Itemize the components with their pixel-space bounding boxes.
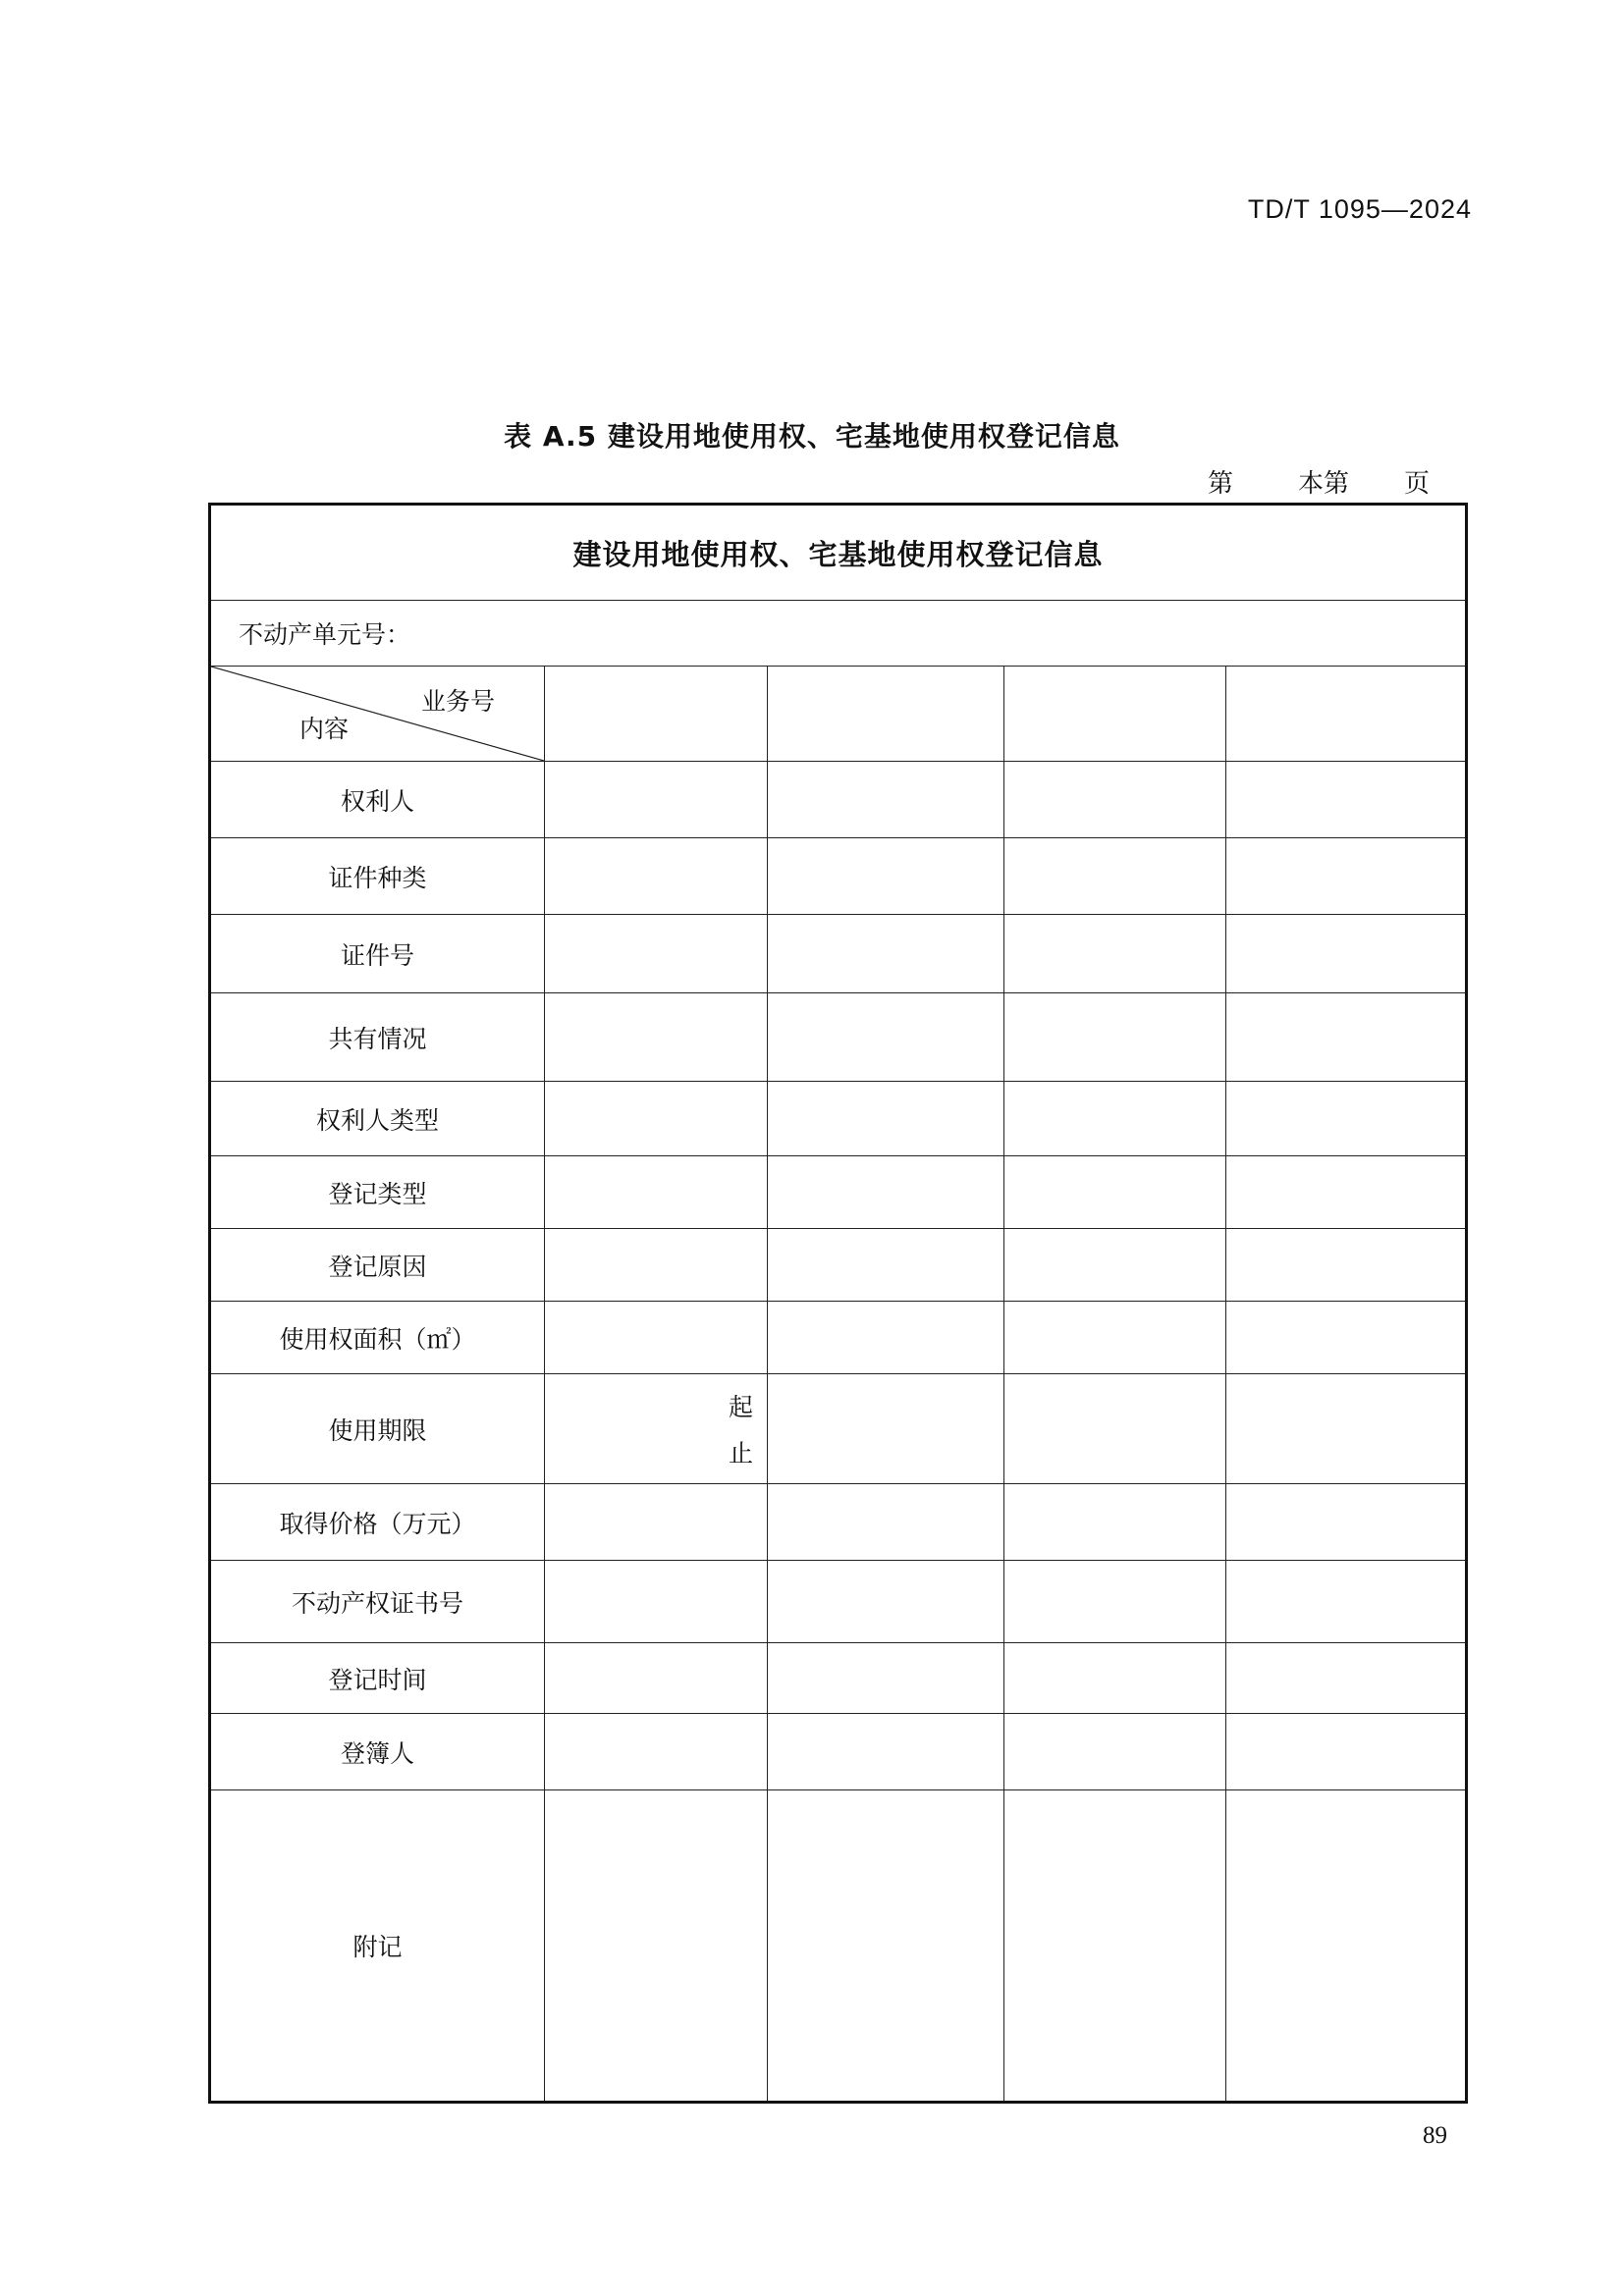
table-caption: 表 A.5 建设用地使用权、宅基地使用权登记信息 — [504, 420, 1120, 453]
business-cell — [1004, 667, 1226, 762]
term-start-end-cell — [545, 1374, 768, 1484]
term-end-label: 止 — [728, 1439, 753, 1468]
page-number: 89 — [1423, 2122, 1447, 2149]
business-cell — [768, 667, 1004, 762]
row-label-use-term: 使用期限 — [210, 1374, 545, 1484]
business-cell — [1226, 667, 1467, 762]
term-start-label: 起 — [728, 1393, 753, 1421]
page-counter-ben: 本第 — [1298, 469, 1350, 499]
row-label-registrar: 登簿人 — [210, 1714, 545, 1790]
row-label-right-holder: 权利人 — [210, 762, 545, 838]
row-label-use-area: 使用权面积（㎡） — [210, 1302, 545, 1374]
row-label-co-ownership: 共有情况 — [210, 993, 545, 1082]
table-title: 建设用地使用权、宅基地使用权登记信息 — [210, 505, 1467, 601]
row-label-certificate-number: 不动产权证书号 — [210, 1561, 545, 1643]
row-label-id-number: 证件号 — [210, 915, 545, 993]
row-label-registration-time: 登记时间 — [210, 1643, 545, 1714]
row-label-registration-reason: 登记原因 — [210, 1229, 545, 1302]
registration-table — [208, 503, 1468, 2104]
page-counter-di: 第 — [1208, 469, 1234, 499]
page-counter — [1208, 463, 1443, 497]
unit-number-label: 不动产单元号： — [210, 601, 1467, 667]
row-label-holder-type: 权利人类型 — [210, 1082, 545, 1156]
page-counter-ye: 页 — [1404, 469, 1431, 499]
row-label-registration-type: 登记类型 — [210, 1156, 545, 1229]
row-label-id-type: 证件种类 — [210, 838, 545, 915]
standard-code: TD/T 1095—2024 — [1247, 194, 1472, 224]
diagonal-header-cell — [210, 667, 545, 762]
row-label-acquisition-price: 取得价格（万元） — [210, 1484, 545, 1561]
business-number-header: 业务号 — [420, 687, 495, 716]
content-header: 内容 — [299, 715, 350, 743]
business-cell — [545, 667, 768, 762]
row-label-notes: 附记 — [210, 1790, 545, 2103]
